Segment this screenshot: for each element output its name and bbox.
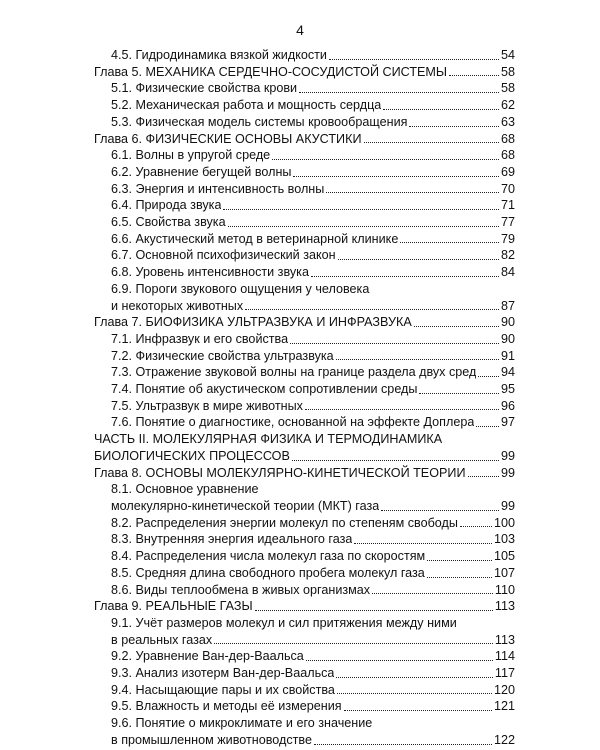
toc-entry-title: 6.6. Акустический метод в ветеринарной клинике xyxy=(111,231,399,246)
toc-part-entry xyxy=(94,431,515,464)
toc-entry-title: 8.2. Распределения энергии молекул по степеням свободы xyxy=(111,515,458,530)
dot-leader xyxy=(306,660,493,661)
toc-entry-page: 117 xyxy=(494,666,515,681)
toc-section-entry xyxy=(94,364,515,381)
toc-entry-title: 6.7. Основной психофизический закон xyxy=(111,248,336,263)
toc-entry-title-line: 9.1. Учёт размеров молекул и сил притяжения между ними xyxy=(111,615,457,630)
toc-entry-title: и некоторых животных xyxy=(111,298,244,313)
toc-section-entry xyxy=(94,147,515,164)
toc-entry-title: 8.5. Средняя длина свободного пробега молекул газа xyxy=(111,565,425,580)
toc-entry-title: в реальных газах xyxy=(111,632,213,647)
toc-entry-title: 5.1. Физические свойства крови xyxy=(111,81,298,96)
toc-section-entry xyxy=(94,281,515,314)
dot-leader xyxy=(292,460,499,461)
dot-leader xyxy=(427,560,492,561)
toc-entry-title: 9.4. Насыщающие пары и их свойства xyxy=(111,682,335,697)
dot-leader xyxy=(228,226,499,227)
toc-entry-page: 82 xyxy=(500,248,515,263)
toc-entry-page: 122 xyxy=(493,732,515,747)
dot-leader xyxy=(383,109,499,110)
toc-entry-page: 63 xyxy=(500,114,515,129)
toc-section-entry xyxy=(94,648,515,665)
toc-chapter-entry xyxy=(94,465,515,482)
toc-entry-page: 113 xyxy=(494,599,515,614)
toc-entry-title: 7.4. Понятие об акустическом сопротивлении среды xyxy=(111,382,418,397)
toc-entry-title: 5.3. Физическая модель системы кровообращения xyxy=(111,114,408,129)
toc-entry-page: 68 xyxy=(500,148,515,163)
toc-entry-page: 91 xyxy=(500,348,515,363)
dot-leader xyxy=(476,426,499,427)
toc-entry-page: 99 xyxy=(500,448,515,463)
dot-leader xyxy=(460,526,492,527)
toc-entry-page: 96 xyxy=(500,398,515,413)
dot-leader xyxy=(449,75,499,76)
toc-entry-title: 6.2. Уравнение бегущей волны xyxy=(111,164,292,179)
dot-leader xyxy=(214,643,493,644)
toc-entry-title: 7.1. Инфразвук и его свойства xyxy=(111,331,289,346)
toc-entry-page: 84 xyxy=(500,265,515,280)
toc-entry-page: 107 xyxy=(493,565,515,580)
table-of-contents xyxy=(94,47,515,749)
toc-entry-page: 94 xyxy=(500,365,515,380)
toc-entry-title: 7.2. Физические свойства ультразвука xyxy=(111,348,334,363)
toc-entry-page: 99 xyxy=(500,465,515,480)
dot-leader xyxy=(372,593,493,594)
toc-section-entry xyxy=(94,47,515,64)
toc-section-entry xyxy=(94,481,515,514)
toc-chapter-entry xyxy=(94,598,515,615)
toc-entry-title: 9.3. Анализ изотерм Ван-дер-Ваальса xyxy=(111,666,335,681)
toc-section-entry xyxy=(94,231,515,248)
toc-section-entry xyxy=(94,715,515,748)
toc-section-entry xyxy=(94,698,515,715)
toc-entry-title-line: 6.9. Пороги звукового ощущения у человека xyxy=(111,281,370,296)
toc-entry-page: 99 xyxy=(500,498,515,513)
toc-entry-page: 71 xyxy=(500,198,515,213)
toc-entry-title: 9.2. Уравнение Ван-дер-Ваальса xyxy=(111,649,304,664)
toc-section-entry xyxy=(94,414,515,431)
toc-entry-title: 7.5. Ультразвук в мире животных xyxy=(111,398,303,413)
toc-entry-title: в промышленном животноводстве xyxy=(111,732,312,747)
toc-entry-page: 69 xyxy=(500,164,515,179)
dot-leader xyxy=(338,259,499,260)
toc-section-entry xyxy=(94,515,515,532)
toc-chapter-entry xyxy=(94,131,515,148)
dot-leader xyxy=(223,209,499,210)
dot-leader xyxy=(419,393,499,394)
dot-leader xyxy=(337,693,492,694)
dot-leader xyxy=(409,126,499,127)
dot-leader xyxy=(311,276,499,277)
toc-section-entry xyxy=(94,381,515,398)
toc-entry-page: 100 xyxy=(493,515,515,530)
toc-chapter-entry xyxy=(94,314,515,331)
toc-entry-title: 6.1. Волны в упругой среде xyxy=(111,148,271,163)
toc-entry-title: 6.3. Энергия и интенсивность волны xyxy=(111,181,325,196)
toc-entry-title: 4.5. Гидродинамика вязкой жидкости xyxy=(111,48,327,62)
toc-entry-page: 105 xyxy=(493,549,515,564)
dot-leader xyxy=(478,376,499,377)
toc-section-entry xyxy=(94,114,515,131)
dot-leader xyxy=(255,610,493,611)
toc-section-entry xyxy=(94,214,515,231)
toc-entry-title: 9.5. Влажность и методы её измерения xyxy=(111,699,342,714)
dot-leader xyxy=(245,309,499,310)
toc-section-entry xyxy=(94,247,515,264)
dot-leader xyxy=(400,242,499,243)
toc-entry-title: БИОЛОГИЧЕСКИХ ПРОЦЕССОВ xyxy=(94,448,290,463)
dot-leader xyxy=(336,359,499,360)
toc-section-entry xyxy=(94,197,515,214)
toc-section-entry xyxy=(94,665,515,682)
toc-entry-page: 90 xyxy=(500,331,515,346)
dot-leader xyxy=(314,744,492,745)
toc-chapter-entry xyxy=(94,64,515,81)
toc-section-entry xyxy=(94,264,515,281)
dot-leader xyxy=(299,92,499,93)
toc-entry-page: 120 xyxy=(493,682,515,697)
dot-leader xyxy=(326,192,499,193)
toc-entry-title: 5.2. Механическая работа и мощность сердца xyxy=(111,98,382,113)
toc-entry-page: 121 xyxy=(493,699,515,714)
toc-entry-title: 7.6. Понятие о диагностике, основанной на эффекте Доплера xyxy=(111,415,475,430)
toc-entry-title: 8.3. Внутренняя энергия идеального газа xyxy=(111,532,353,547)
toc-entry-title-line: 8.1. Основное уравнение xyxy=(111,482,259,497)
dot-leader xyxy=(344,710,492,711)
toc-entry-title-line: ЧАСТЬ II. МОЛЕКУЛЯРНАЯ ФИЗИКА И ТЕРМОДИНАМИКА xyxy=(94,432,443,447)
toc-entry-page: 58 xyxy=(500,64,515,79)
toc-entry-title: молекулярно-кинетической теории (МКТ) газа xyxy=(111,498,380,513)
toc-entry-title: Глава 9. РЕАЛЬНЫЕ ГАЗЫ xyxy=(94,599,253,614)
toc-entry-page: 58 xyxy=(500,81,515,96)
dot-leader xyxy=(272,159,499,160)
toc-entry-page: 95 xyxy=(500,382,515,397)
dot-leader xyxy=(329,59,499,60)
toc-entry-page: 110 xyxy=(494,582,515,597)
toc-entry-page: 68 xyxy=(500,131,515,146)
page-number: 4 xyxy=(296,22,304,38)
toc-entry-title: 6.8. Уровень интенсивности звука xyxy=(111,265,309,280)
toc-section-entry xyxy=(94,548,515,565)
dot-leader xyxy=(290,343,499,344)
toc-entry-title: 7.3. Отражение звуковой волны на границе раздела двух сред xyxy=(111,365,477,380)
dot-leader xyxy=(381,510,499,511)
dot-leader xyxy=(336,677,492,678)
toc-section-entry xyxy=(94,181,515,198)
toc-entry-title: 6.4. Природа звука xyxy=(111,198,222,213)
dot-leader xyxy=(354,543,492,544)
toc-entry-page: 90 xyxy=(500,315,515,330)
toc-entry-page: 54 xyxy=(500,48,515,62)
dot-leader xyxy=(364,142,499,143)
toc-section-entry xyxy=(94,531,515,548)
toc-entry-title: 6.5. Свойства звука xyxy=(111,215,226,230)
toc-section-entry xyxy=(94,97,515,114)
dot-leader xyxy=(414,326,499,327)
toc-entry-title: 8.4. Распределения числа молекул газа по скоростям xyxy=(111,549,426,564)
toc-entry-page: 77 xyxy=(500,215,515,230)
toc-entry-title: Глава 8. ОСНОВЫ МОЛЕКУЛЯРНО-КИНЕТИЧЕСКОЙ ТЕОРИИ xyxy=(94,465,466,480)
toc-entry-page: 87 xyxy=(500,298,515,313)
toc-entry-page: 103 xyxy=(493,532,515,547)
toc-section-entry xyxy=(94,164,515,181)
dot-leader xyxy=(468,476,499,477)
toc-section-entry xyxy=(94,398,515,415)
toc-entry-page: 70 xyxy=(500,181,515,196)
toc-section-entry xyxy=(94,565,515,582)
toc-entry-title-line: 9.6. Понятие о микроклимате и его значение xyxy=(111,716,373,731)
toc-section-entry xyxy=(94,348,515,365)
toc-entry-title: 8.6. Виды теплообмена в живых организмах xyxy=(111,582,371,597)
toc-entry-page: 62 xyxy=(500,98,515,113)
dot-leader xyxy=(305,409,499,410)
toc-entry-page: 113 xyxy=(494,632,515,647)
dot-leader xyxy=(293,176,499,177)
toc-entry-page: 114 xyxy=(494,649,515,664)
toc-section-entry xyxy=(94,80,515,97)
toc-section-entry xyxy=(94,331,515,348)
toc-section-entry xyxy=(94,615,515,648)
toc-entry-title: Глава 6. ФИЗИЧЕСКИЕ ОСНОВЫ АКУСТИКИ xyxy=(94,131,362,146)
toc-section-entry xyxy=(94,682,515,699)
toc-entry-title: Глава 7. БИОФИЗИКА УЛЬТРАЗВУКА И ИНФРАЗВУКА xyxy=(94,315,412,330)
dot-leader xyxy=(427,577,492,578)
toc-entry-page: 97 xyxy=(500,415,515,430)
toc-section-entry xyxy=(94,582,515,599)
toc-entry-page: 79 xyxy=(500,231,515,246)
toc-entry-title: Глава 5. МЕХАНИКА СЕРДЕЧНО-СОСУДИСТОЙ СИСТЕМЫ xyxy=(94,64,448,79)
